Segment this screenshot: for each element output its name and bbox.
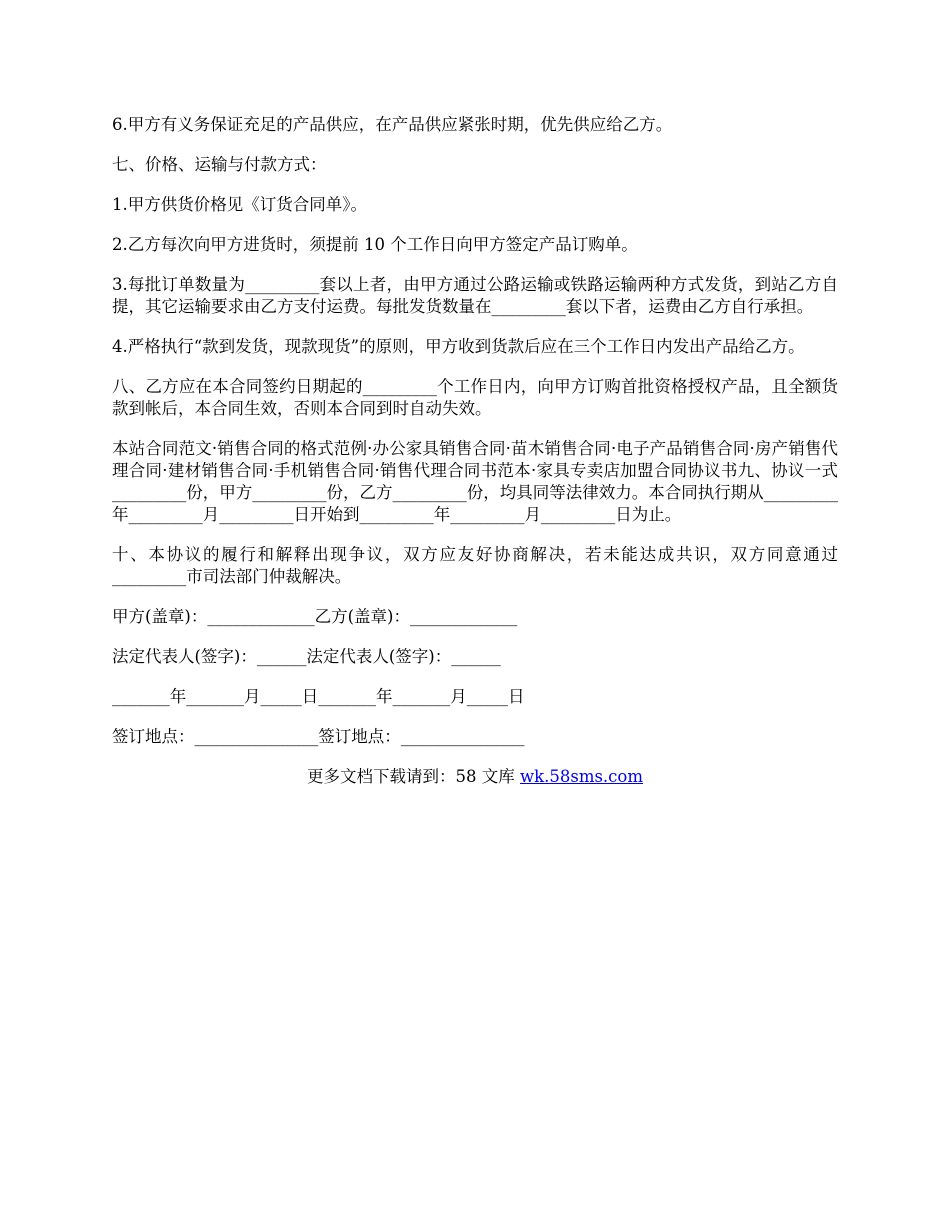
- clause-4-payment: 4.严格执行“款到发货，现款现货”的原则，甲方收到货款后应在三个工作日内发出产品给乙方。: [112, 337, 805, 356]
- clause-2-order: 2.乙方每次向甲方进货时，须提前 10 个工作日向甲方签定产品订购单。: [112, 235, 638, 254]
- signing-place-line: 签订地点：_______________签订地点：_______________: [112, 727, 525, 746]
- section-8-effectiveness: 八、乙方应在本合同签约日期起的_________个工作日内，向甲方订购首批资格授权产品，且全额货款到帐后，本合同生效，否则本合同到时自动失效。: [112, 377, 838, 418]
- seal-line: 甲方(盖章)：_____________乙方(盖章)：_____________: [112, 607, 518, 626]
- date-line: _______年_______月_____日_______年_______月_____日: [112, 687, 525, 706]
- clause-1-price: 1.甲方供货价格见《订货合同单》。: [112, 195, 367, 214]
- representative-line: 法定代表人(签字)：______法定代表人(签字)：______: [112, 647, 501, 666]
- footer-download-note: [112, 766, 838, 788]
- section-7-heading: 七、价格、运输与付款方式：: [112, 155, 327, 174]
- clause-6-supply-obligation: 6.甲方有义务保证充足的产品供应，在产品供应紧张时期，优先供应给乙方。: [112, 115, 673, 134]
- footer-link[interactable]: wk.58sms.com: [519, 767, 643, 786]
- section-9-copies-term: 本站合同范文·销售合同的格式范例·办公家具销售合同·苗木销售合同·电子产品销售合同·房产销售代理合同·建材销售合同·手机销售合同·销售代理合同书范本·家具专卖店加盟合同协议书九、协议一式_________份，甲方_________份，乙方_________份，均具同等法律效力。本合同执行期从_________年_________月_________日开始到_________年_________月_________日为止。: [112, 439, 838, 524]
- footer-prefix: 更多文档下载请到：58 文库: [306, 767, 520, 786]
- clause-3-shipping: 3.每批订单数量为_________套以上者，由甲方通过公路运输或铁路运输两种方式发货，到站乙方自提，其它运输要求由乙方支付运费。每批发货数量在_________套以下者，运费由乙方自行承担。: [112, 275, 838, 316]
- contract-body: [112, 114, 838, 788]
- section-10-dispute: 十、本协议的履行和解释出现争议，双方应友好协商解决，若未能达成共识，双方同意通过_________市司法部门仲裁解决。: [112, 545, 838, 586]
- signature-block: [112, 606, 838, 748]
